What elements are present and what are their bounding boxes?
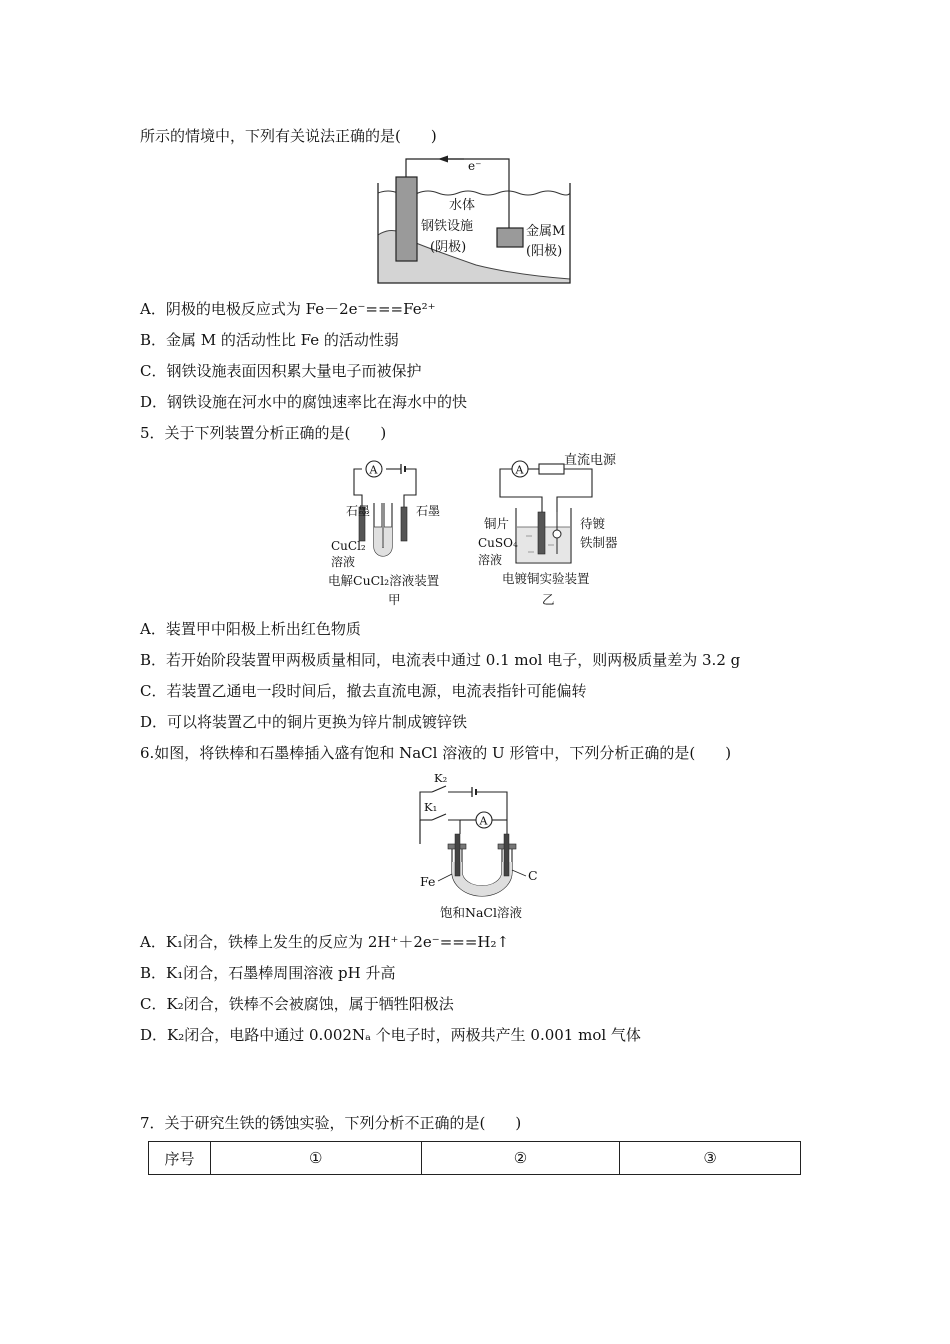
q6-option-c: C．K₂闭合，铁棒不会被腐蚀，属于牺牲阳极法 xyxy=(140,995,454,1013)
plated-label-2: 铁制器 xyxy=(580,535,618,550)
table-header-cell: ③ xyxy=(620,1142,801,1175)
ammeter-q6: A xyxy=(479,814,488,828)
ammeter-jia: A xyxy=(369,463,378,477)
q5-stem: 5．关于下列装置分析正确的是( ) xyxy=(140,424,387,442)
cuso4-label: CuSO₄ xyxy=(478,536,518,550)
q6-stem: 6.如图，将铁棒和石墨棒插入盛有饱和 NaCl 溶液的 U 形管中，下列分析正确的是( ) xyxy=(140,744,732,762)
q5-figure-yi xyxy=(476,452,636,610)
table-header-cell: ① xyxy=(210,1142,421,1175)
power-label: 直流电源 xyxy=(564,453,617,468)
table-header-cell: ② xyxy=(421,1142,620,1175)
solution-label-jia: 溶液 xyxy=(331,555,356,569)
q6-option-d: D．K₂闭合，电路中通过 0.002Nₐ 个电子时，两极共产生 0.001 mol 气体 xyxy=(140,1026,641,1044)
q6-figure xyxy=(412,770,550,922)
caption-yi: 电镀铜实验装置 xyxy=(502,571,590,586)
table-header-cell: 序号 xyxy=(149,1142,211,1175)
fe-label: Fe xyxy=(420,874,436,889)
ammeter-yi: A xyxy=(515,463,524,477)
graphite-right-label: 石墨 xyxy=(416,504,441,518)
plated-label-1: 待镀 xyxy=(580,516,606,531)
metal-label: 金属M xyxy=(526,224,566,239)
q5-option-d: D．可以将装置乙中的铜片更换为锌片制成镀锌铁 xyxy=(140,713,468,731)
q7-table xyxy=(148,1141,801,1175)
q6-option-a: A．K₁闭合，铁棒上发生的反应为 2H⁺＋2e⁻===H₂↑ xyxy=(140,933,510,951)
k1-label: K₁ xyxy=(424,800,438,814)
caption-jia: 电解CuCl₂溶液装置 xyxy=(328,573,440,588)
q4-option-d: D．钢铁设施在河水中的腐蚀速率比在海水中的快 xyxy=(140,393,468,411)
solution-label-yi: 溶液 xyxy=(478,553,503,567)
cucl2-label: CuCl₂ xyxy=(331,539,366,553)
q5-option-b: B．若开始阶段装置甲两极质量相同，电流表中通过 0.1 mol 电子，则两极质量差为 3.2 g xyxy=(140,651,741,669)
q5-figure-jia xyxy=(326,455,466,610)
q4-option-b: B．金属 M 的活动性比 Fe 的活动性弱 xyxy=(140,331,399,349)
q5-option-a: A．装置甲中阳极上析出红色物质 xyxy=(140,620,361,638)
label-jia: 甲 xyxy=(388,592,401,607)
q4-figure xyxy=(376,153,574,287)
anode-label: (阳极) xyxy=(526,244,563,259)
copper-label: 铜片 xyxy=(484,516,510,531)
q6-option-b: B．K₁闭合，石墨棒周围溶液 pH 升高 xyxy=(140,964,396,982)
water-label: 水体 xyxy=(449,198,476,213)
graphite-left-label: 石墨 xyxy=(346,504,371,518)
solution-label-q6: 饱和NaCl溶液 xyxy=(440,905,522,920)
k2-label: K₂ xyxy=(434,771,448,785)
cathode-label: (阴极) xyxy=(430,240,467,255)
c-label: C xyxy=(528,868,538,883)
q4-option-a: A．阴极的电极反应式为 Fe－2e⁻===Fe²⁺ xyxy=(140,300,436,318)
q4-stem: 所示的情境中，下列有关说法正确的是( ) xyxy=(140,127,437,145)
table-row xyxy=(149,1142,801,1175)
label-yi: 乙 xyxy=(542,592,555,607)
q7-stem: 7．关于研究生铁的锈蚀实验，下列分析不正确的是( ) xyxy=(140,1114,522,1132)
electron-label: e⁻ xyxy=(468,159,482,173)
q4-option-c: C．钢铁设施表面因积累大量电子而被保护 xyxy=(140,362,422,380)
q5-option-c: C．若装置乙通电一段时间后，撤去直流电源，电流表指针可能偏转 xyxy=(140,682,587,700)
steel-label: 钢铁设施 xyxy=(421,219,474,234)
